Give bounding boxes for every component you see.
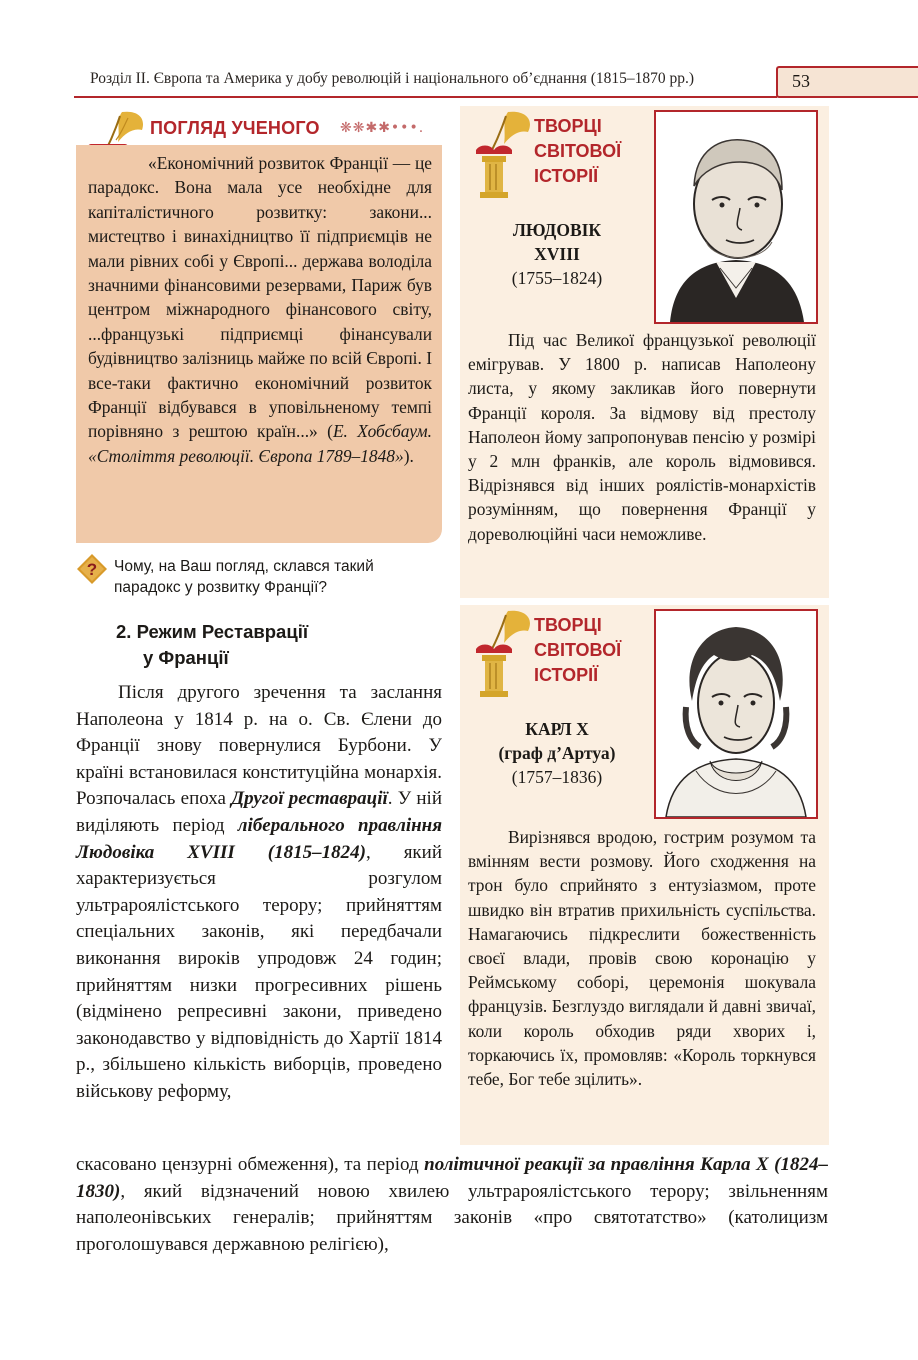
column-quill-icon <box>468 609 538 701</box>
section-heading <box>116 619 308 671</box>
creator-box-louis-xviii <box>460 106 829 598</box>
column-quill-icon <box>468 110 538 202</box>
term-liberal-rule: ліберального правління Людовіка XVIII (1815–1824) <box>76 814 442 863</box>
body-text-continuation <box>76 1152 828 1258</box>
body-paragraph-cont: скасовано цензурні обмеження), та період політичної реакції за правління Карла X (1824–1830), який відзначений новою хвилею ультрароялістського терору; звільненням наполеонівських генералів; прийняттям законів «про святотатство» (католицизм проголошувався державною релігією), <box>76 1154 828 1255</box>
svg-text:?: ? <box>86 560 98 579</box>
section-title-line2: у Франції <box>143 647 229 668</box>
creator-bio: Вирізнявся вродою, гострим розумом та вмінням вести розмову. Його сходження на трон було сприйнято з ентузіазмом, проте швидко він втратив прихильність суспільства. Намагаючись підкреслити божественність своєї влади, провів свою коронацію у Реймському соборі, церемонія шокувала французів. Безглуздо виглядали й давні звичаї, коли король обходив ряди хворих і, торкаючись їх, промовляв: «Король торкнувся тебе, Бог тебе зцілить». <box>468 827 816 1090</box>
term-political-reaction: політичної реакції за правління Карла X (1824–1830) <box>76 1154 828 1202</box>
header-rule <box>74 96 777 98</box>
body-paragraph: Після другого зречення та заслання Наполеона у 1814 р. на о. Св. Єлени до Франції знову повернулися Бурбони. У країні встановилася конституційна монархія. Розпочалась епоха Другої реставрації. У ній виділяють період ліберального правління Людовіка XVIII (1815–1824), який характеризується розгулом ультрароялістського терору; прийняттям спеціальних законів, які передбачали виконання вироків упродовж 24 годин; прийняттям низки прогресивних рішень (відмінено репресивні закони, приведено законодавство у відповідність до Хартії 1814 р., збільшено кількість виборців, проведено військову реформу, <box>76 682 442 1102</box>
creator-years: (1757–1836) <box>511 767 603 787</box>
creator-name: ЛЮДОВІК XVIII (1755–1824) <box>482 218 632 290</box>
question-text: Чому, на Ваш погляд, склався такий парадокс у розвитку Франції? <box>114 558 374 596</box>
section-number: 2. <box>116 621 132 642</box>
running-header: Розділ ІІ. Європа та Америка у добу революцій і національного об’єднання (1815–1870 рр.) <box>90 70 695 87</box>
page-number: 53 <box>792 71 810 91</box>
question-diamond-icon <box>76 553 108 585</box>
page-number-tab <box>776 66 918 98</box>
portrait-charles-x <box>654 609 818 819</box>
quote-citation: Е. Хобсбаум. «Століття революції. Європа 1789–1848» <box>88 421 433 466</box>
term-second-restoration: Другої реставрації <box>231 788 388 810</box>
creator-box-charles-x <box>460 605 829 1145</box>
portrait-louis-xviii <box>654 110 818 324</box>
ornament-icon: ❋❋✱✱•••. <box>340 120 425 136</box>
creators-heading: ТВОРЦІ СВІТОВОЇ ІСТОРІЇ <box>534 615 622 685</box>
body-text-column <box>76 680 442 1106</box>
portrait-image <box>656 112 816 322</box>
scholar-view-title: ПОГЛЯД УЧЕНОГО <box>150 118 320 138</box>
scholar-quote-box <box>76 145 442 543</box>
section-title-line1: Режим Реставрації <box>136 621 309 642</box>
creator-name: КАРЛ X (граф д’Артуа) (1757–1836) <box>478 717 636 789</box>
scholar-quote: «Економічний розвиток Франції — це парадокс. Вона мала усе необхідне для капіталістичного розвитку: закони... мистецтво і винахідництво її підприємців не мали рівних собі у Європі... держава володіла значними фінансовими резервами, Париж був центром міжнародного фінансового світу, ...французькі підприємці фінансували будівництво залізниць майже по всій Європі. І все-таки фактично економічний розвиток Франції відбувався в уповільненому темпі порівняно з рештою країн...» (Е. Хобсбаум. «Століття революції. Європа 1789–1848»). <box>88 153 433 466</box>
creators-heading: ТВОРЦІ СВІТОВОЇ ІСТОРІЇ <box>534 116 622 186</box>
creator-bio: Під час Великої французької революції емігрував. У 1800 р. написав Наполеону листа, у якому закликав його повернути Франції короля. За відмову від престолу Наполеон йому запропонував пенсію у розмірі у 2 млн франків, але король відмовився. Відрізнявся від інших роялістів-монархістів розумінням, що повернення Франції у дореволюційні часи неможливе. <box>468 330 816 544</box>
portrait-image <box>656 611 816 817</box>
creator-years: (1755–1824) <box>511 268 603 288</box>
